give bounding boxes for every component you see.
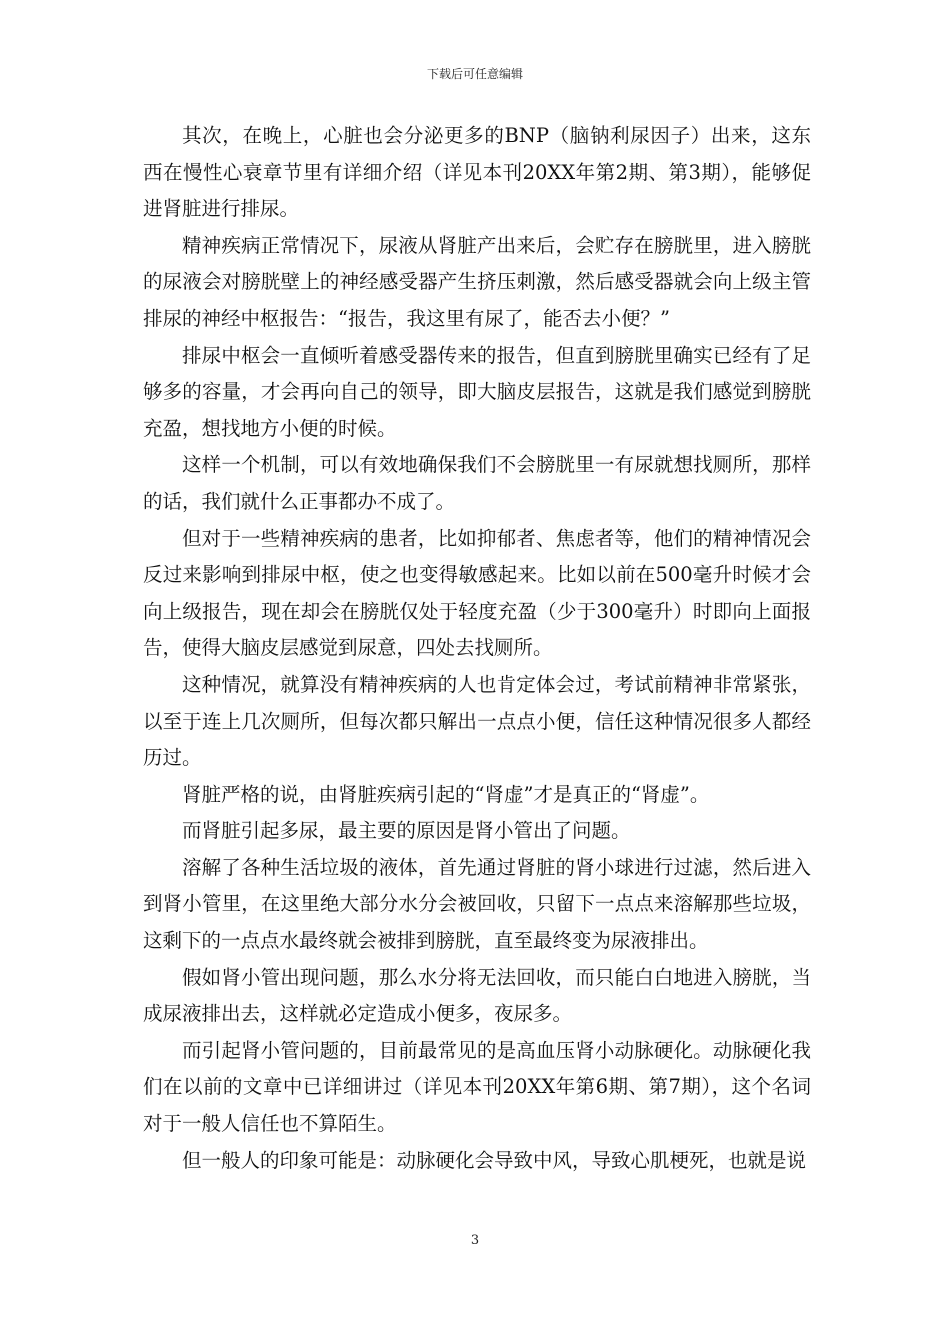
paragraph: 这种情况，就算没有精神疾病的人也肯定体会过，考试前精神非常紧张，以至于连上几次厕所，但每次都只解出一点点小便，信任这种情况很多人都经历过。: [143, 672, 811, 770]
paragraph: 精神疾病正常情况下，尿液从肾脏产出来后，会贮存在膀胱里，进入膀胱的尿液会对膀胱壁上的神经感受器产生挤压刺激，然后感受器就会向上级主管排尿的神经中枢报告：“报告，我这里有尿了，能否去小便？”: [143, 233, 811, 330]
paragraph: 肾脏严格的说，由肾脏疾病引起的“肾虚”才是真正的“肾虚”。: [182, 782, 710, 806]
paragraph: 假如肾小管出现问题，那么水分将无法回收，而只能白白地进入膀胱，当成尿液排出去，这样就必定造成小便多，夜尿多。: [143, 965, 811, 1026]
page-header: 下载后可任意编辑: [426, 67, 523, 81]
paragraph: 但一般人的印象可能是：动脉硬化会导致中风，导致心肌梗死，也就是说: [182, 1148, 807, 1172]
paragraph: 而肾脏引起多尿，最主要的原因是肾小管出了问题。: [182, 819, 631, 843]
paragraph: 这样一个机制，可以有效地确保我们不会膀胱里一有尿就想找厕所，那样的话，我们就什么正事都办不成了。: [143, 453, 811, 513]
paragraph: 而引起肾小管问题的，目前最常见的是高血压肾小动脉硬化。动脉硬化我们在以前的文章中已详细讲过（详见本刊20XX年第6期、第7期），这个名词对于一般人信任也不算陌生。: [143, 1038, 811, 1136]
document-body: [143, 118, 811, 1179]
paragraph: 其次，在晚上，心脏也会分泌更多的BNP（脑钠利尿因子）出来，这东西在慢性心衰章节里有详细介绍（详见本刊20XX年第2期、第3期），能够促进肾脏进行排尿。: [143, 124, 811, 221]
paragraph: 但对于一些精神疾病的患者，比如抑郁者、焦虑者等，他们的精神情况会反过来影响到排尿中枢，使之也变得敏感起来。比如以前在500毫升时候才会向上级报告，现在却会在膀胱仅处于轻度充盈（少于300毫升）时即向上面报告，使得大脑皮层感觉到尿意，四处去找厕所。: [143, 526, 811, 660]
paragraph: 溶解了各种生活垃圾的液体，首先通过肾脏的肾小球进行过滤，然后进入到肾小管里，在这里绝大部分水分会被回收，只留下一点点来溶解那些垃圾，这剩下的一点点水最终就会被排到膀胱，直至最终变为尿液排出。: [143, 855, 811, 953]
paragraph: 排尿中枢会一直倾听着感受器传来的报告，但直到膀胱里确实已经有了足够多的容量，才会再向自己的领导，即大脑皮层报告，这就是我们感觉到膀胱充盈，想找地方小便的时候。: [143, 343, 811, 440]
page-number: 3: [470, 1233, 480, 1248]
